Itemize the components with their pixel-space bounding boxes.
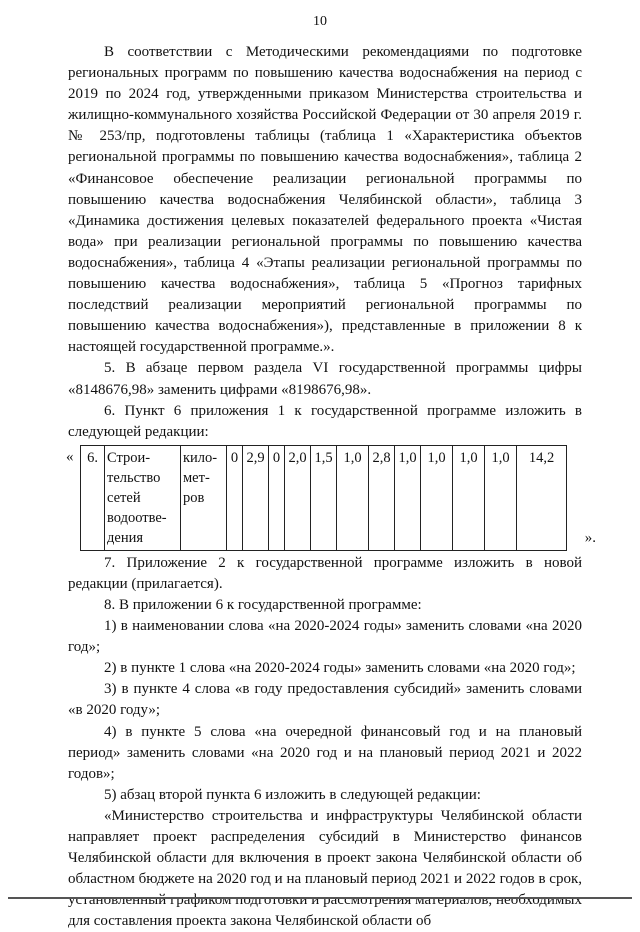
page-bottom-divider [8,897,632,899]
replacement-table [80,445,567,551]
row-value: 1,0 [395,445,421,550]
item-7: 7. Приложение 2 к государственной программе изложить в новой редакции (прилагается). [68,554,582,592]
quote-open: « [66,448,74,465]
final-paragraph: «Министерство строительства и инфраструктуры Челябинской области направляет проект распределения субсидий в Министерство финансов Челябинской области для включения в проект закона Челябинской области об областном бюджете на 2020 год и на плановый период 2021 и 2022 годов в срок, установленный графиком подготовки и рассмотрения материалов, необходимых для составления проекта закона Челябинской области об [68,807,582,930]
table-row [81,445,567,550]
item-5: 5. В абзаце первом раздела VI государственной программы цифры «8148676,98» заменить цифрами «8198676,98». [68,360,582,398]
row-value: 2,8 [369,445,395,550]
subitem-1: 1) в наименовании слова «на 2020-2024 годы» заменить словами «на 2020 год»; [68,618,582,656]
row-value: 0 [227,445,243,550]
item-6: 6. Пункт 6 приложения 1 к государственной программе изложить в следующей редакции: [68,402,582,440]
intro-paragraph: В соответствии с Методическими рекомендациями по подготовке региональных программ по повышению качества водоснабжения на период с 2019 по 2024 год, утвержденными приказом Министерства строительства и жилищно-коммунального хозяйства Российской Федерации от 30 апреля 2019 г. № 253/пр, подготовлены таблицы (таблица 1 «Характеристика объектов региональной программы по повышению качества водоснабжения», таблица 2 «Финансовое обеспечение реализации региональной программы по повышению качества водоснабжения Челябинской области», таблица 3 «Динамика достижения целевых показателей федерального проекта «Чистая вода» при реализации региональной программы по повышению качества водоснабжения», таблица 4 «Этапы реализации региональной программы по повышению качества водоснабжения», таблица 5 «Прогноз тарифных последствий реализации мероприятий региональной программы по повышению качества водоснабжения»), представленные в приложении 8 к настоящей государственной программе.». [68,44,582,356]
subitem-5: 5) абзац второй пункта 6 изложить в следующей редакции: [104,786,481,803]
row-value: 1,0 [421,445,453,550]
subitem-2: 2) в пункте 1 слова «на 2020-2024 годы» заменить словами «на 2020 год»; [104,660,576,677]
document-body [66,42,596,932]
row-value: 1,5 [311,445,337,550]
row-value: 0 [269,445,285,550]
row-value: 1,0 [485,445,517,550]
row-value: 2,0 [285,445,311,550]
replacement-table-block [66,445,596,551]
row-name: Строи- тельство сетей водоотве- дения [105,445,181,550]
row-value: 1,0 [453,445,485,550]
row-value: 1,0 [337,445,369,550]
subitem-3: 3) в пункте 4 слова «в году предоставления субсидий» заменить словами «в 2020 году»; [68,681,582,719]
row-number: 6. [81,445,105,550]
item-8: 8. В приложении 6 к государственной программе: [104,596,422,613]
page-number: 10 [313,14,327,29]
row-value: 2,9 [243,445,269,550]
quote-close: ». [584,529,596,546]
subitem-4: 4) в пункте 5 слова «на очередной финансовый год и на плановый период» заменить словами «на 2020 год и на плановый период 2021 и 2022 годов»; [68,723,582,782]
row-unit: кило- мет- ров [181,445,227,550]
row-value-total: 14,2 [517,445,567,550]
